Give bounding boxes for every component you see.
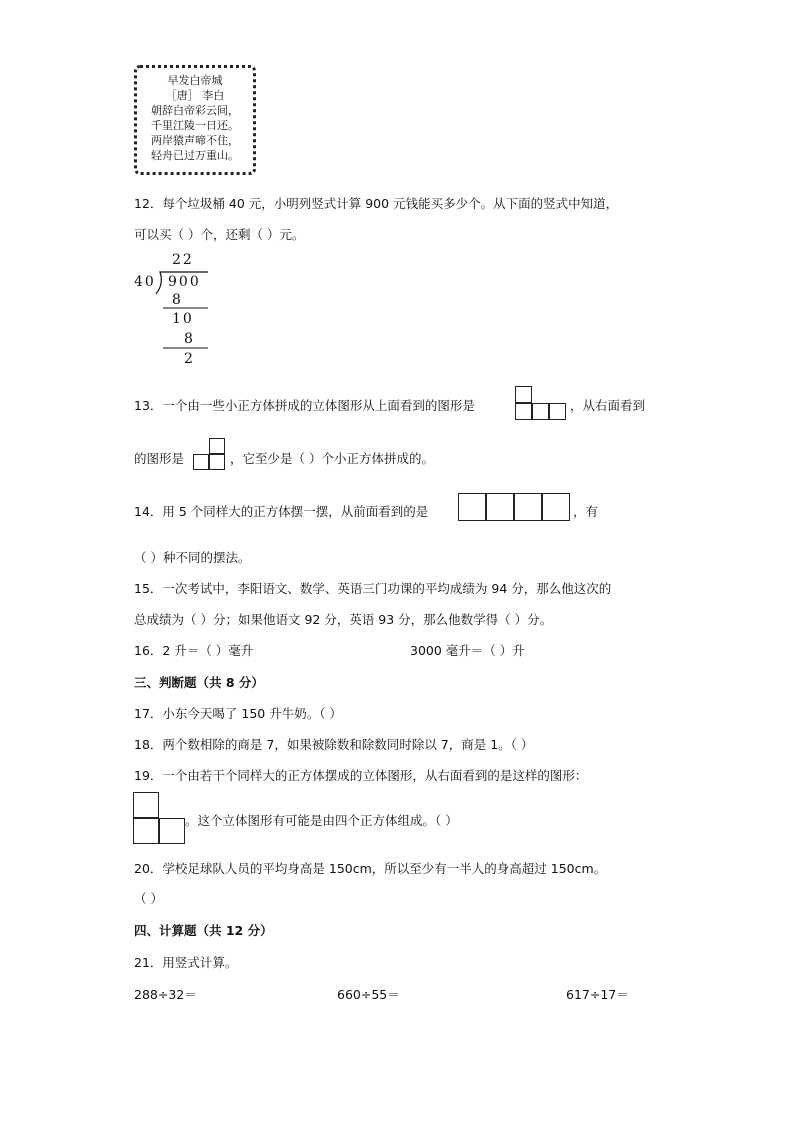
- q19-line2: 。这个立体图形有可能是由四个正方体组成。（ ）: [185, 813, 458, 828]
- poem-line: 两岸猿声啼不住，: [151, 134, 239, 147]
- q16-part2: 3000 毫升＝（ ）升: [410, 643, 525, 658]
- figure-square: [133, 792, 159, 818]
- q20-line1: 20．学校足球队人员的平均身高是 150cm，所以至少有一半人的身高超过 150cm。: [134, 861, 607, 876]
- figure-square: [514, 493, 542, 521]
- q14-line2: （ ）种不同的摆法。: [134, 550, 251, 565]
- q21-title: 21．用竖式计算。: [134, 955, 238, 970]
- figure-square: [159, 818, 185, 844]
- calc-item: 660÷55＝: [337, 987, 400, 1002]
- poem-box: [134, 65, 256, 175]
- figure-square: [133, 818, 159, 844]
- q13-line1-end: ，从右面看到: [570, 398, 646, 413]
- q14-line1-end: ，有: [573, 504, 599, 519]
- q12-line1: 12．每个垃圾桶 40 元，小明列竖式计算 900 元钱能买多少个。从下面的竖式中知道，: [134, 196, 619, 211]
- q19-line1: 19．一个由若干个同样大的正方体摆成的立体图形，从右面看到的是这样的图形：: [134, 768, 588, 783]
- calc-item: 617÷17＝: [566, 987, 629, 1002]
- poem-author: ［唐］ 李白: [165, 89, 225, 102]
- division-step1: 8: [172, 292, 183, 308]
- section4-title: 四、计算题（共 12 分）: [134, 923, 273, 938]
- figure-square: [458, 493, 486, 521]
- figure-square: [209, 454, 225, 470]
- long-division: [130, 252, 220, 367]
- division-step3: 8: [184, 331, 195, 347]
- q16-part1: 16．2 升＝（ ）毫升: [134, 643, 254, 658]
- figure-square: [542, 493, 570, 521]
- calc-item: 288÷32＝: [134, 987, 197, 1002]
- q20-line2: （ ）: [134, 891, 163, 906]
- figure-square: [209, 438, 225, 454]
- q13-line2-start: 的图形是: [134, 451, 185, 466]
- division-quotient: 22: [172, 252, 194, 268]
- q15-line2: 总成绩为（ ）分；如果他语文 92 分，英语 93 分，那么他数学得（ ）分。: [134, 612, 553, 627]
- right-view-figure: [193, 438, 225, 470]
- poem-line: 千里江陵一日还。: [151, 119, 239, 132]
- division-divisor: 40: [134, 274, 156, 290]
- q13-line1: 13．一个由一些小正方体拼成的立体图形从上面看到的图形是: [134, 398, 475, 413]
- section3-title: 三、判断题（共 8 分）: [134, 675, 264, 690]
- q12-line2: 可以买（ ）个，还剩（ ）元。: [134, 227, 305, 242]
- division-dividend: 900: [168, 274, 201, 290]
- front-view-figure: [458, 493, 570, 521]
- figure-square: [193, 454, 209, 470]
- poem-title: 早发白帝城: [167, 74, 223, 87]
- poem-line: 朝辞白帝彩云间，: [151, 104, 239, 117]
- figure-square: [486, 493, 514, 521]
- division-lines: [130, 252, 220, 367]
- figure-square: [515, 403, 532, 420]
- q17-text: 17．小东今天喝了 150 升牛奶。（ ）: [134, 706, 342, 721]
- figure-square: [549, 403, 566, 420]
- top-view-figure: [515, 386, 566, 420]
- q15-line1: 15．一次考试中，李阳语文、数学、英语三门功课的平均成绩为 94 分，那么他这次的: [134, 581, 612, 596]
- division-step2: 10: [172, 311, 194, 327]
- figure-square: [515, 386, 532, 403]
- poem-line: 轻舟已过万重山。: [151, 149, 239, 162]
- q14-line1: 14．用 5 个同样大的正方体摆一摆，从前面看到的是: [134, 504, 429, 519]
- figure-square: [532, 403, 549, 420]
- q19-right-view-figure: [133, 792, 185, 844]
- q13-line2-end: ，它至少是（ ）个小正方体拼成的。: [230, 451, 434, 466]
- division-remainder: 2: [184, 351, 195, 367]
- q18-text: 18．两个数相除的商是 7，如果被除数和除数同时除以 7，商是 1。（ ）: [134, 737, 534, 752]
